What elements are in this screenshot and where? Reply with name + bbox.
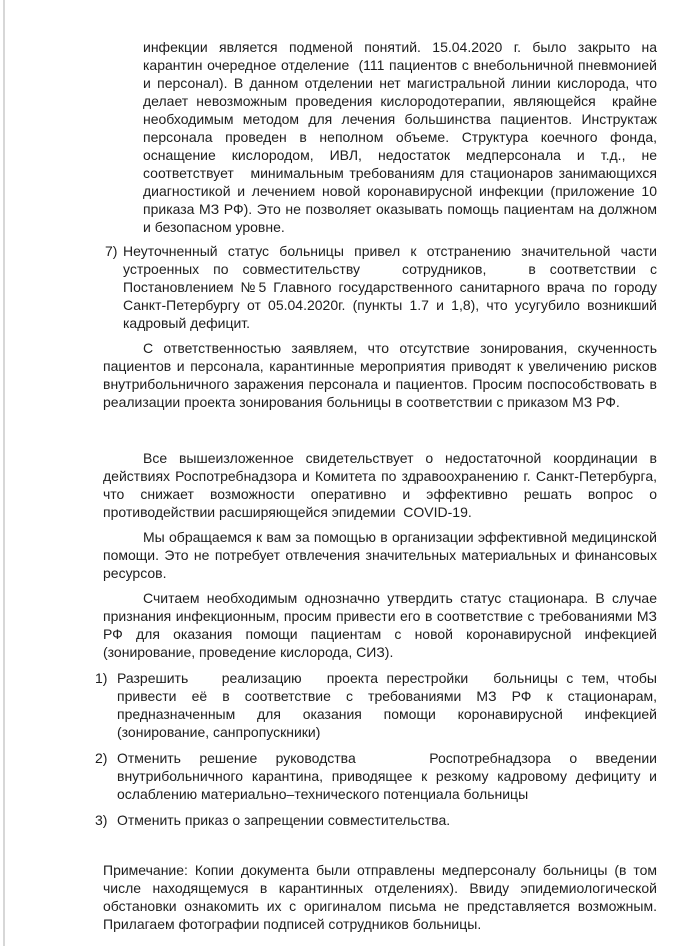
paragraph-status: Считаем необходимым однозначно утвердить статус стационара. В случае признания инфекционным, просим привести его в соответствие с требованиями МЗ РФ для оказания помощи пациентам с новой коронавирусной инфекцией (зонирование, проведение кислорода, СИЗ). (103, 590, 661, 660)
request-item-1 (95, 669, 661, 741)
list-item-7-marker: 7) (105, 243, 118, 259)
paragraph-summary: Все вышеизложенное свидетельствует о недостаточной координации в действиях Роспотребнадзора и Комитета по здравоохранению г. Санкт-Петербурга, что снижает возможности оперативно и эффективно решать вопрос о противодействии расширяющейся эпидемии COVID-19. (103, 450, 661, 520)
request-item-1-marker: 1) (95, 670, 108, 686)
request-item-1-text: Разрешить реализацию проекта перестройки больницы с тем, чтобы привести её в соответствие с требованиями МЗ РФ к стационарам, предназначенным для оказания помощи коронавирусной инфекцией (зонирование, санпропускники) (117, 670, 661, 740)
paragraph-zoning-request: С ответственностью заявляем, что отсутствие зонирования, скученность пациентов и персонала, карантинные мероприятия приводят к увеличению рисков внутрибольничного заражения персонала и пациентов. Просим поспособствовать в реализации проекта зонирования больницы в соответствии с приказом МЗ РФ. (103, 340, 661, 410)
list-item-7-text: Неуточненный статус больницы привел к отстранению значительной части устроенных по совместительству сотрудников, в соответствии с Постановлением №5 Главного государственного санитарного врача по городу Санкт-Петербургу от 05.04.2020г. (пункты 1.7 и 1,8), что усугубило возникший кадровый дефицит. (123, 243, 661, 331)
request-item-2-text: Отменить решение руководства Роспотребнадзора о введении внутрибольничного карантина, приводящее к резкому кадровому дефициту и ослаблению материально–технического потенциала больницы (117, 750, 661, 802)
request-item-3-text: Отменить приказ о запрещении совместительства. (117, 812, 451, 828)
paragraph-item6-continuation: инфекции является подменой понятий. 15.04.2020 г. было закрыто на карантин очередное отделение (111 пациентов с внебольничной пневмонией и персонал). В данном отделении нет магистральной линии кислорода, что делает невозможным проведения кислородотерапии, являющейся крайне необходимым методом для лечения большинства пациентов. Инструктаж персонала проведен в неполном объеме. Структура коечного фонда, оснащение кислородом, ИВЛ, недостаток медперсонала и т.д., не соответствует минимальным требованиям для стационаров занимающихся диагностикой и лечением новой коронавирусной инфекции (приложение 10 приказа МЗ РФ). Это не позволяет оказывать помощь пациентам на должном и безопасном уровне. (143, 39, 661, 235)
request-item-3-marker: 3) (95, 812, 108, 828)
document-content (0, 38, 700, 933)
paragraph-note: Примечание: Копии документа были отправлены медперсоналу больницы (в том числе находящемуся в карантинных отделениях). Ввиду эпидемиологической обстановки ознакомить их с оригиналом письма не представляется возможным. Прилагаем фотографии подписей сотрудников больницы. (103, 862, 661, 932)
paragraph-appeal: Мы обращаемся к вам за помощью в организации эффективной медицинской помощи. Это не потребует отвлечения значительных материальных и финансовых ресурсов. (103, 529, 661, 581)
request-item-2-marker: 2) (95, 750, 108, 766)
request-item-3 (95, 811, 657, 829)
request-item-2 (95, 749, 661, 803)
list-item-7 (105, 242, 661, 332)
